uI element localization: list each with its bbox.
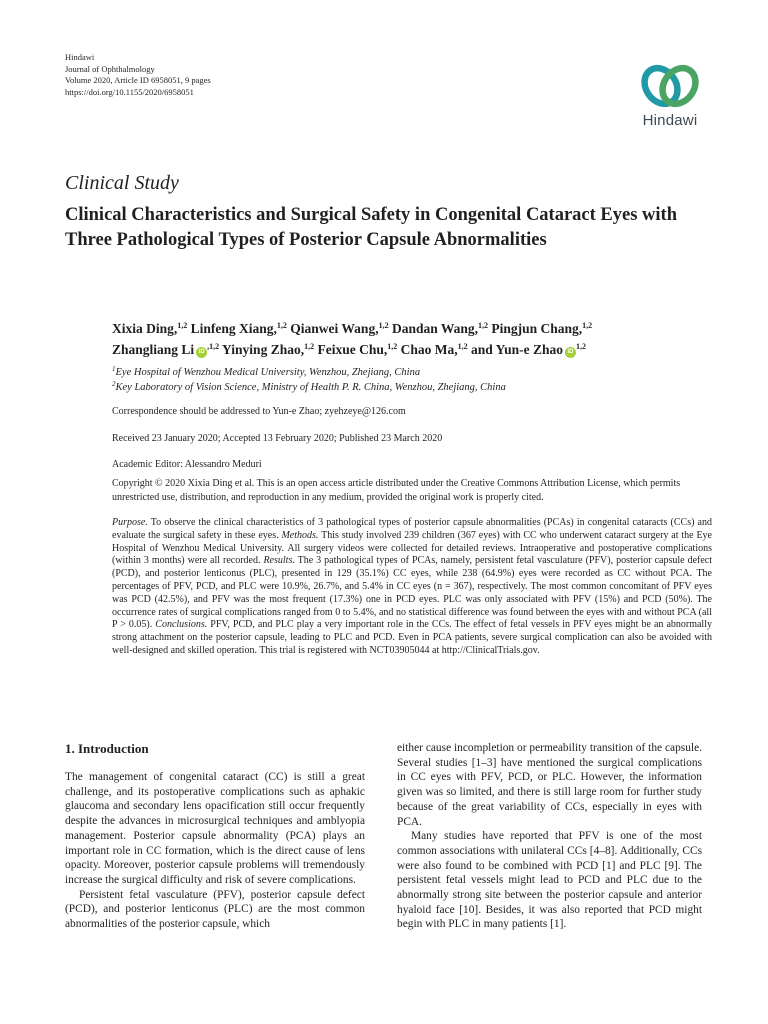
left-column xyxy=(65,770,365,932)
publisher-name: Hindawi xyxy=(65,52,95,62)
section-heading-introduction: 1. Introduction xyxy=(65,741,149,756)
abstract-results: The 3 pathological types of PCAs, namely, persistent fetal vasculature (PFV), posterior capsule defect (PCD), and posterior lenticonus (PLC), presented in 129 (35.1%) CC eyes, while 238 (64.9%) eyes were recorded as CC without PCA. The percentages of PFV, PCD, and PLC were 10.9%, 26.7%, and 5.4% in CC eyes (n = 367), respectively. The most common concomitant of PFV eyes was PCD (42.5%), and PFV was the most frequent (17.3%) one in PCD eyes. PLC was only associated with PFV (15%) and PCD (50%). The occurrence rates of surgical complications ranged from 0 to 5.4%, and no statistical difference was found between the eyes with and without PCA (all P > 0.05). xyxy=(112,555,712,631)
doi-link[interactable]: https://doi.org/10.1155/2020/6958051 xyxy=(65,86,194,97)
abstract-conclusions: PFV, PCD, and PLC play a very important role in the CCs. The effect of fetal vessels in PFV eyes might be an abnormally strong attachment on the posterior capsule, leading to PLC and PCD. Even in PCA patients, severe surgical complication can also be avoided with well-designed and skilled operation. This trial is registered with NCT03905044 at http://ClinicalTrials.gov. xyxy=(112,619,712,656)
author: Feixue Chu,$^{1,2}$ xyxy=(317,342,398,357)
author: Chao Ma,$^{1,2}$ xyxy=(400,342,468,357)
author: Yinying Zhao,$^{1,2}$ xyxy=(222,342,315,357)
abstract-methods: This study involved 239 children (367 eyes) with CC who underwent cataract surgery at the Eye Hospital of Wenzhou Medical University. All surgery videos were collected for detailed reviews. Intraoperative and postoperative complications (within 3 months) were all recorded. xyxy=(112,529,712,567)
paragraph: Persistent fetal vasculature (PFV), posterior capsule defect (PCD), and posterior lenticonus (PLC) are the most common abnormalities of the posterior capsule, which xyxy=(65,888,365,931)
affiliation: $^1$Eye Hospital of Wenzhou Medical University, Wenzhou, Zhejiang, China xyxy=(112,365,421,378)
abstract-purpose: To observe the clinical characteristics of 3 pathological types of posterior capsule abnormalities (PCAs) in congenital cataracts (CCs) and evaluate the surgical safety in these eyes. xyxy=(112,517,712,541)
author: and Yun-e Zhao iD$^{1,2}$ xyxy=(470,342,587,357)
volume-info: Volume 2020, Article ID 6958051, 9 pages xyxy=(65,75,211,85)
article-title: Clinical Characteristics and Surgical Safety in Congenital Cataract Eyes with Three Pathological Types of Posterior Capsule Abnormalities xyxy=(65,205,677,250)
journal-info xyxy=(65,52,211,98)
logo-text: Hindawi xyxy=(642,112,698,129)
affiliation: $^2$Key Laboratory of Vision Science, Ministry of Health P. R. China, Wenzhou, Zhejiang, China xyxy=(112,380,506,393)
author: Pingjun Chang,$^{1,2}$ xyxy=(491,321,593,336)
paragraph: either cause incompletion or permeability transition of the capsule. Several studies [1–3] have mentioned the surgical complications in CC eyes with PFV, PCD, or PLC. However, the information given was so limited, and there is still large room for further study because of the great variability of CCs, especially in eyes with PCA. xyxy=(397,742,702,828)
copyright-notice: Copyright © 2020 Xixia Ding et al. This is an open access article distributed under the Creative Commons Attribution License, which permits unrestricted use, distribution, and reproduction in any medium, provided the original work is properly cited. xyxy=(112,478,681,503)
abstract-purpose-label: Purpose. xyxy=(112,517,148,528)
abstract-results-label: Results. xyxy=(263,555,295,567)
orcid-icon[interactable]: iD xyxy=(196,347,207,358)
study-type: Clinical Study xyxy=(65,172,179,194)
hindawi-logo-icon xyxy=(641,62,699,110)
author: Linfeng Xiang,$^{1,2}$ xyxy=(190,321,287,336)
right-column xyxy=(397,741,702,932)
paragraph: Many studies have reported that PFV is one of the most common associations with unilateral CCs [4–8]. Additionally, CCs were also found to be combined with PCD [1] and PLC [9]. The persistent fetal vessels might lead to PCD and PLC due to the abnormally strong site between the posterior capsule and anterior hyaloid face [10]. Besides, it was also reported that PCD might begin with PLC in many patients [1]. xyxy=(397,830,702,931)
author: Qianwei Wang,$^{1,2}$ xyxy=(290,321,389,336)
author-list xyxy=(112,318,712,360)
journal-name: Journal of Ophthalmology xyxy=(65,63,155,74)
correspondence: Correspondence should be addressed to Yun-e Zhao; zyehzeye@126.com xyxy=(112,406,406,417)
author: Zhangliang Li $iD^{,1,2}$ xyxy=(112,342,220,357)
abstract-conclusions-label: Conclusions. xyxy=(155,619,208,631)
author: Dandan Wang,$^{1,2}$ xyxy=(391,321,488,336)
author: Xixia Ding,$^{1,2}$ xyxy=(112,321,188,336)
abstract-methods-label: Methods. xyxy=(281,529,319,541)
hindawi-logo xyxy=(636,62,704,134)
paragraph: The management of congenital cataract (CC) is still a great challenge, and its postoperative complications such as aphakic glaucoma and secondary lens opacification still occur frequently despite the advances in microsurgical techniques and amblyopia management. Posterior capsule abnormality (PCA) plays an important role in CC formation, which is the direct cause of lens opacity. Moreover, posterior capsule problems will tremendously increase the surgical difficulty and risk of severe complications. xyxy=(65,771,365,886)
orcid-icon[interactable]: iD xyxy=(565,347,576,358)
abstract xyxy=(112,517,712,658)
academic-editor: Academic Editor: Alessandro Meduri xyxy=(112,459,262,470)
publication-dates: Received 23 January 2020; Accepted 13 February 2020; Published 23 March 2020 xyxy=(112,433,443,444)
affiliations xyxy=(112,365,506,395)
